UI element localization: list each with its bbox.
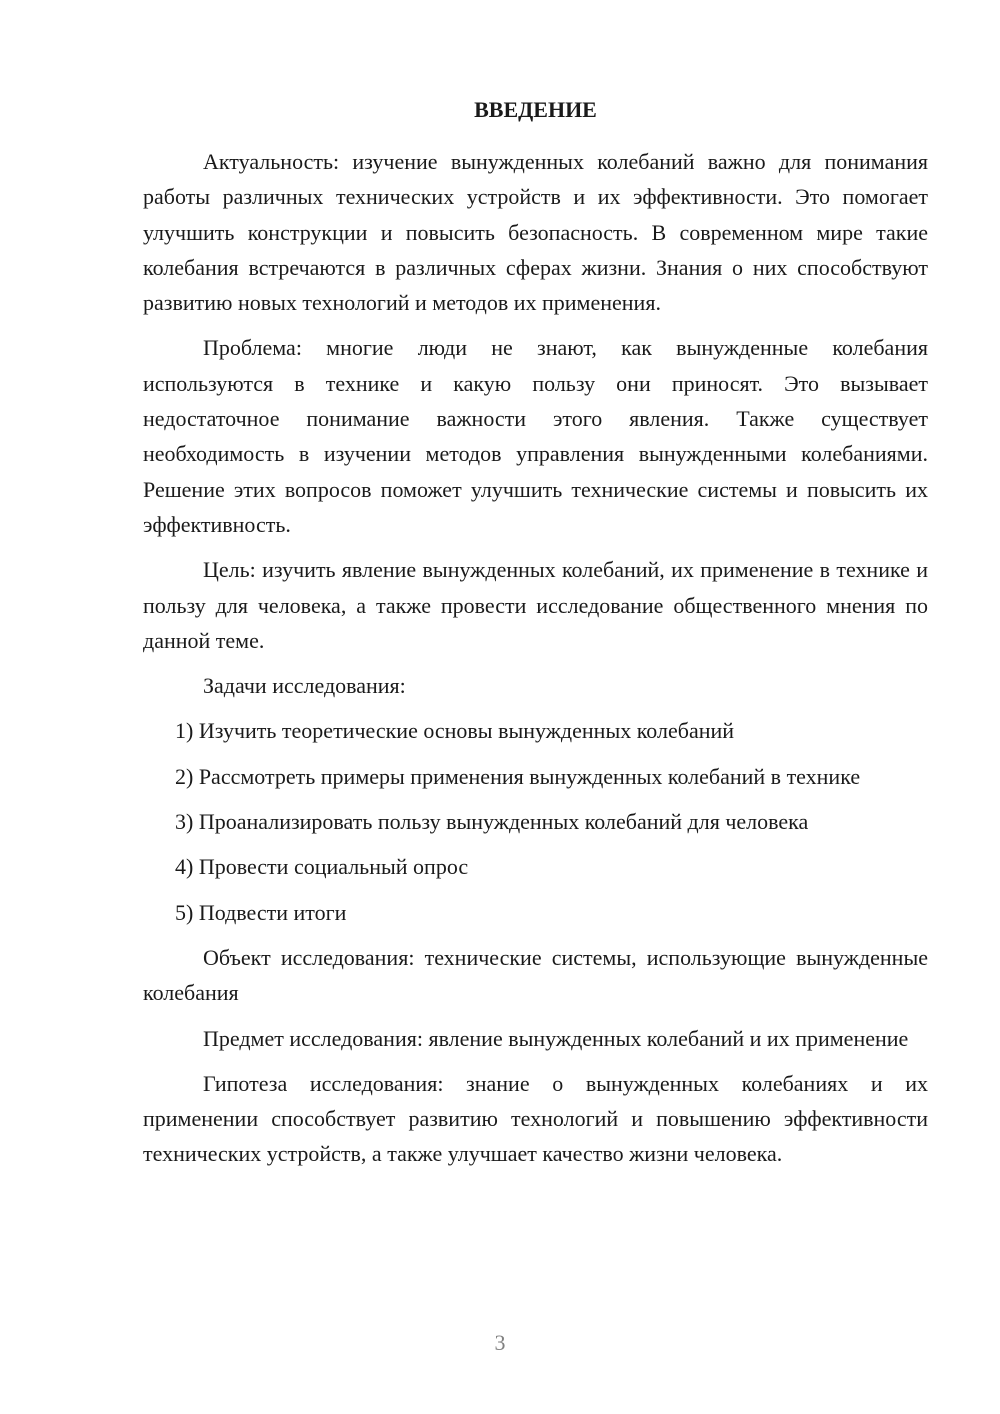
page-number: 3 — [494, 1330, 506, 1355]
task-item-2: 2) Рассмотреть примеры применения вынужденных колебаний в технике — [175, 763, 861, 789]
paragraph-subject: Предмет исследования: явление вынужденных колебаний и их применение — [203, 1025, 909, 1051]
document-page — [143, 94, 928, 1182]
task-item-4: 4) Провести социальный опрос — [175, 854, 469, 880]
section-title: ВВЕДЕНИЕ — [474, 97, 597, 122]
task-item-3: 3) Проанализировать пользу вынужденных колебаний для человека — [175, 809, 809, 835]
task-item-5: 5) Подвести итоги — [175, 899, 347, 925]
task-item-1: 1) Изучить теоретические основы вынужденных колебаний — [175, 718, 735, 744]
paragraph-relevance: Актуальность: изучение вынужденных колебаний важно для понимания работы различных технических устройств и их эффективности. Это помогает улучшить конструкции и повысить безопасность. В современном мире такие колебания встречаются в различных сферах жизни. Знания о них способствуют развитию новых технологий и методов их применения. — [143, 149, 928, 316]
paragraph-tasks-heading: Задачи исследования: — [203, 673, 406, 699]
paragraph-goal: Цель: изучить явление вынужденных колебаний, их применение в технике и пользу для человека, а также провести исследование общественного мнения по данной теме. — [143, 557, 928, 653]
paragraph-problem: Проблема: многие люди не знают, как вынужденные колебания используются в технике и какую пользу они приносят. Это вызывает недостаточное понимание важности этого явления. Также существует необходимость в изучении методов управления вынужденными колебаниями. Решение этих вопросов поможет улучшить технические системы и повысить их эффективность. — [143, 335, 928, 537]
paragraph-object: Объект исследования: технические системы, использующие вынужденные колебания — [143, 944, 928, 1006]
paragraph-hypothesis: Гипотеза исследования: знание о вынужденных колебаниях и их применении способствует развитию технологий и повышению эффективности технических устройств, а также улучшает качество жизни человека. — [143, 1070, 928, 1167]
